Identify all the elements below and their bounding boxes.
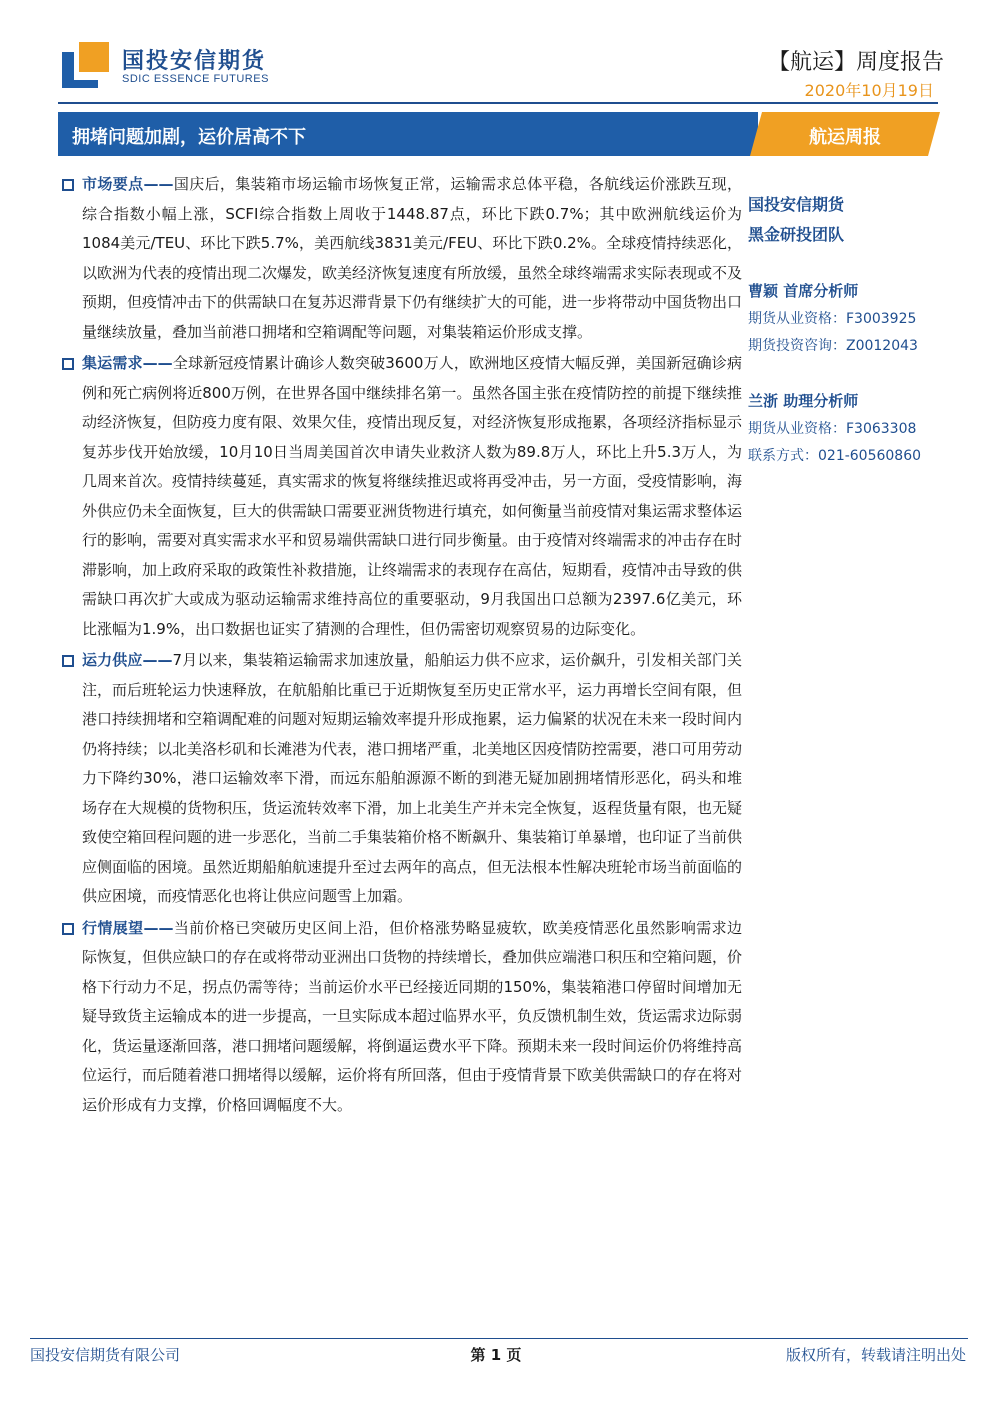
report-title: 拥堵问题加剧，运价居高不下 [72,127,306,148]
footer-company: 国投安信期货有限公司 [30,1346,181,1364]
header-divider [58,102,938,104]
report-category: 航运周报 [809,127,881,148]
section-capacity-supply [62,646,742,912]
section-body: 7月以来，集装箱运输需求加速放量，船舶运力供不应求，运价飙升，引发相关部门关注，而后班轮运力快速释放，在航船舶比重已于近期恢复至历史正常水平，运力再增长空间有限，但港口持续拥堵和空箱调配难的问题对短期运输效率提升形成拖累，运力偏紧的状况在未来一段时间内仍将持续；以北美洛杉矶和长滩港为代表，港口拥堵严重，北美地区因疫情防控需要，港口可用劳动力下降约30%，港口运输效率下滑，而远东船舶源源不断的到港无疑加剧拥堵情形恶化，码头和堆场存在大规模的货物积压，货运流转效率下滑，加上北美生产并未完全恢复，返程货量有限，也无疑致使空箱回程问题的进一步恶化，当前二手集装箱价格不断飙升、集装箱订单暴增，也印证了当前供应侧面临的困境。虽然近期船舶航速提升至过去两年的高点，但无法根本性解决班轮市场当前面临的供应困境，而疫情恶化也将让供应问题雪上加霜。 [82,651,743,905]
section-market-highlights [62,170,742,347]
analyst-card [748,386,948,470]
analyst-name: 兰浙 助理分析师 [748,392,859,410]
section-heading: 集运需求—— [82,354,173,372]
page-number: 第 1 页 [470,1346,522,1364]
report-date: 2020年10月19日 [804,81,934,100]
logo-mark-icon [62,40,110,88]
square-bullet-icon [62,655,74,667]
footer-copyright: 版权所有，转载请注明出处 [785,1346,966,1364]
analyst-contact: 联系方式：021-60560860 [748,448,922,464]
sidebar-team: 黑金研投团队 [748,225,845,244]
analyst-license: 期货从业资格：F3003925 [748,311,917,327]
footer-divider [30,1338,968,1339]
section-shipping-demand [62,349,742,644]
section-heading: 市场要点—— [82,175,174,193]
square-bullet-icon [62,923,74,935]
section-heading: 行情展望—— [82,918,174,937]
section-heading: 运力供应—— [82,651,173,669]
main-content [62,170,742,1122]
sidebar-authors [748,190,948,470]
square-bullet-icon [62,179,74,191]
logo-english-name: SDIC ESSENCE FUTURES [122,73,269,85]
report-type: 【航运】周度报告 [767,50,944,75]
sidebar-org: 国投安信期货 [748,195,845,214]
analyst-license: 期货从业资格：F3063308 [748,421,917,437]
section-body: 当前价格已突破历史区间上沿，但价格涨势略显疲软，欧美疫情恶化虽然影响需求边际恢复，但供应缺口的存在或将带动亚洲出口货物的持续增长，叠加供应端港口积压和空箱问题，价格下行动力不足，拐点仍需等待；当前运价水平已经接近同期的150%，集装箱港口停留时间增加无疑导致货主运输成本的进一步提高，一旦实际成本超过临界水平，负反馈机制生效，货运需求边际弱化，货运量逐渐回落，港口拥堵问题缓解，将倒逼运费水平下降。预期未来一段时间运价仍将维持高位运行，而后随着港口拥堵得以缓解，运价将有所回落，但由于疫情背景下欧美供需缺口的存在将对运价形成有力支撑，价格回调幅度不大。 [82,918,743,1114]
section-body: 国庆后，集装箱市场运输市场恢复正常，运输需求总体平稳，各航线运价涨跌互现，综合指数小幅上涨，SCFI综合指数上周收于1448.87点，环比下跌0.7%；其中欧洲航线运价为1084美元/TEU、环比下跌5.7%，美西航线3831美元/FEU、环比下跌0.2%。全球疫情持续恶化，以欧洲为代表的疫情出现二次爆发，欧美经济恢复速度有所放缓，虽然全球终端需求实际表现或不及预期，但疫情冲击下的供需缺口在复苏迟滞背景下仍有继续扩大的可能，进一步将带动中国货物出口量继续放量，叠加当前港口拥堵和空箱调配等问题，对集装箱运价形成支撑。 [82,175,743,341]
section-market-outlook [62,914,742,1121]
section-body: 全球新冠疫情累计确诊人数突破3600万人，欧洲地区疫情大幅反弹，美国新冠确诊病例和死亡病例将近800万例，在世界各国中继续排名第一。虽然各国主张在疫情防控的前提下继续推动经济恢复，但防疫力度有限、效果欠佳，疫情出现反复，对经济恢复形成拖累，各项经济指标显示复苏步伐开始放缓，10月10日当周美国首次申请失业救济人数为89.8万人，环比上升5.3万人，为几周来首次。疫情持续蔓延，真实需求的恢复将继续推迟或将再受冲击，另一方面，受疫情影响，海外供应仍未全面恢复，巨大的供需缺口需要亚洲货物进行填充，如何衡量当前疫情对集运需求整体运行的影响，需要对真实需求水平和贸易端供需缺口进行同步衡量。由于疫情对终端需求的冲击存在时滞影响，加上政府采取的政策性补救措施，让终端需求的表现存在高估，短期看，疫情冲击导致的供需缺口再次扩大或成为驱动运输需求维持高位的重要驱动，9月我国出口总额为2397.6亿美元，环比涨幅为1.9%，出口数据也证实了猜测的合理性，但仍需密切观察贸易的边际变化。 [82,354,743,638]
analyst-card [748,276,948,360]
logo-chinese-name: 国投安信期货 [122,49,267,74]
analyst-consulting-license: 期货投资咨询：Z0012043 [748,338,918,354]
square-bullet-icon [62,358,74,370]
company-logo [62,40,382,90]
analyst-name: 曹颖 首席分析师 [748,282,859,300]
